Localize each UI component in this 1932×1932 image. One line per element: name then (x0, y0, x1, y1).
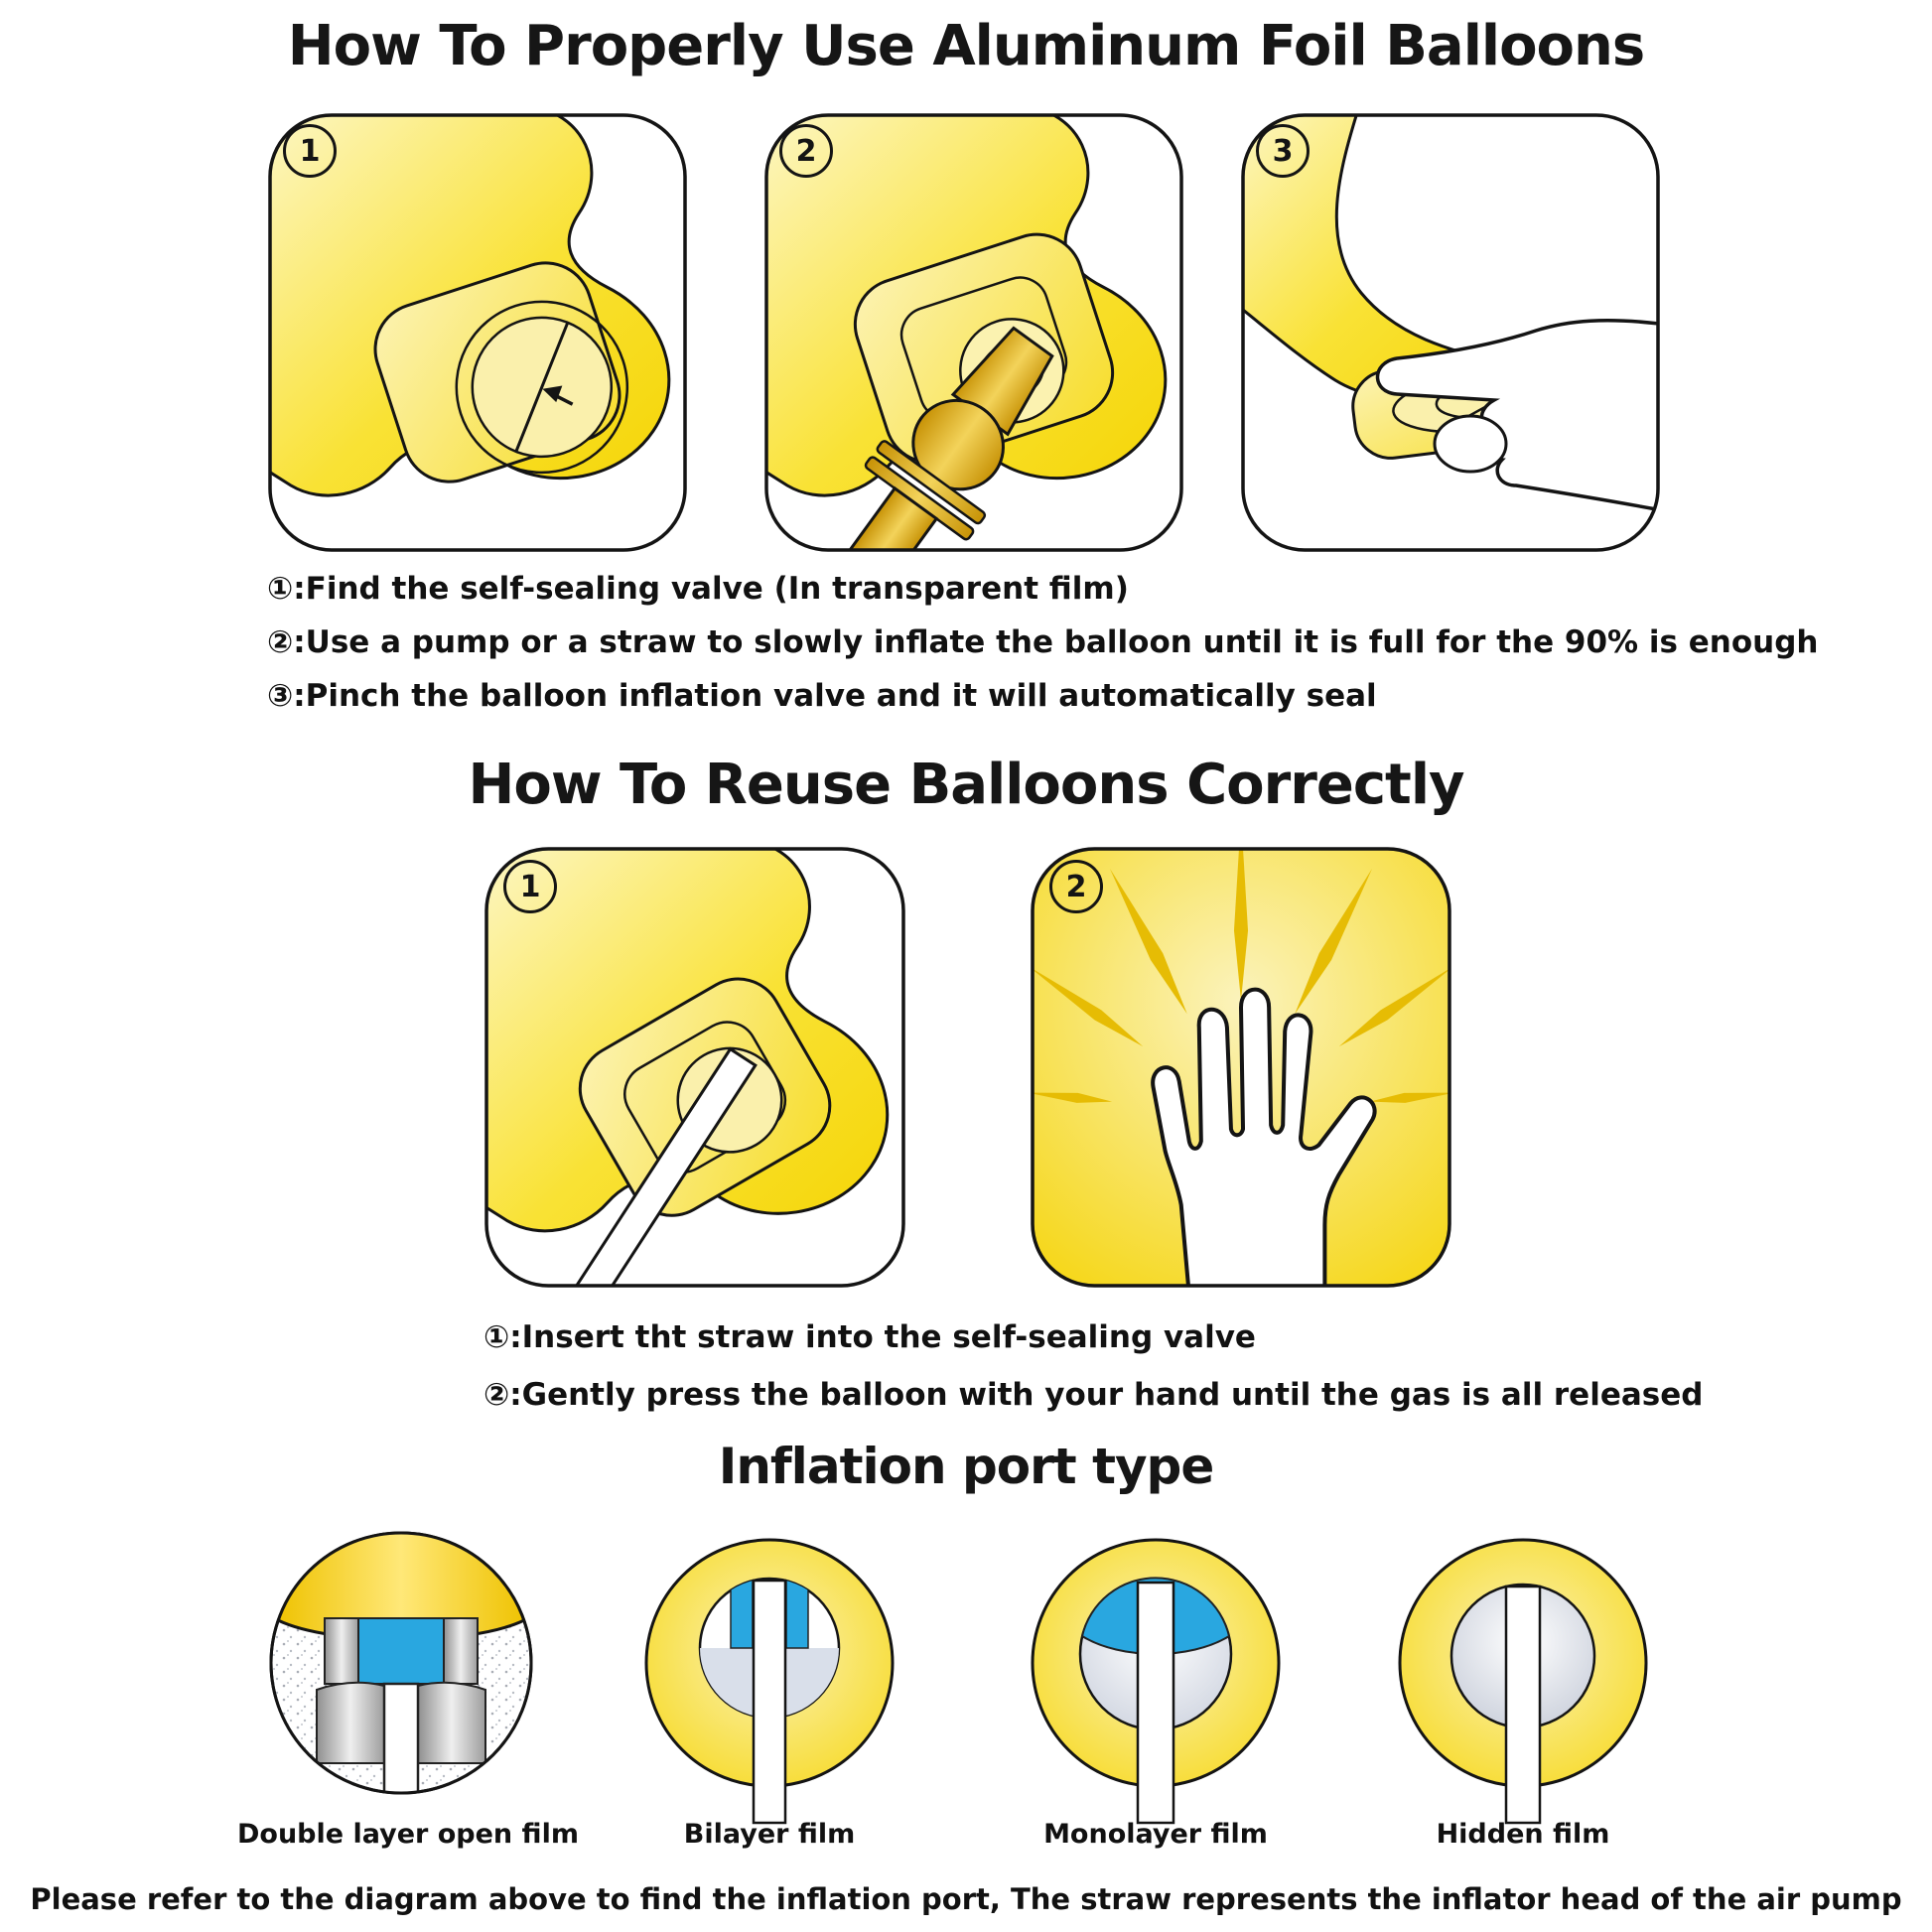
press-hand-illustration (1030, 844, 1452, 1291)
port-caption: Hidden film (1436, 1819, 1610, 1850)
double-layer-open-film-diagram (267, 1529, 535, 1819)
step-line: ②:Use a pump or a straw to slowly inflate the balloon until it is full for the 90% is enough (267, 624, 1819, 660)
pinch-valve-illustration (1240, 112, 1661, 553)
port-monolayer-film (1030, 1537, 1282, 1827)
port-caption: Bilayer film (683, 1819, 856, 1850)
section2-title: How To Reuse Balloons Correctly (468, 753, 1464, 817)
port-caption: Double layer open film (237, 1819, 579, 1850)
step-line: ②:Gently press the balloon with your hand until the gas is all released (483, 1377, 1704, 1413)
port-bilayer-film (643, 1537, 896, 1827)
step-number-badge: 3 (1256, 124, 1310, 178)
section1-steps (267, 562, 1819, 723)
port-caption: Monolayer film (1043, 1819, 1268, 1850)
bilayer-film-diagram (643, 1537, 896, 1827)
section3-title: Inflation port type (718, 1438, 1214, 1495)
step-line: ①:Insert tht straw into the self-sealing valve (483, 1319, 1256, 1355)
panel-insert-straw (483, 844, 906, 1291)
footer-note: Please refer to the diagram above to find the inflation port, The straw represents the inflator head of the air pump (30, 1882, 1902, 1916)
step-number-badge: 1 (283, 124, 337, 178)
insert-straw-illustration (483, 844, 906, 1291)
panel-pinch-valve (1240, 112, 1661, 553)
hidden-film-diagram (1397, 1537, 1649, 1827)
step-line: ①:Find the self-sealing valve (In transparent film) (267, 571, 1129, 607)
monolayer-film-diagram (1030, 1537, 1282, 1827)
find-valve-illustration (267, 112, 688, 553)
step-number-badge: 1 (503, 860, 557, 913)
panel-pump-inflate (763, 112, 1184, 553)
section2-steps (483, 1309, 1703, 1424)
panel-press-hand (1030, 844, 1452, 1291)
port-double-layer-open-film (267, 1529, 535, 1819)
step-line: ③:Pinch the balloon inflation valve and it will automatically seal (267, 678, 1377, 714)
step-number-badge: 2 (779, 124, 833, 178)
pump-inflate-illustration (763, 112, 1184, 553)
port-hidden-film (1397, 1537, 1649, 1827)
step-number-badge: 2 (1049, 860, 1103, 913)
section1-title: How To Properly Use Aluminum Foil Balloons (287, 14, 1645, 78)
panel-find-valve (267, 112, 688, 553)
